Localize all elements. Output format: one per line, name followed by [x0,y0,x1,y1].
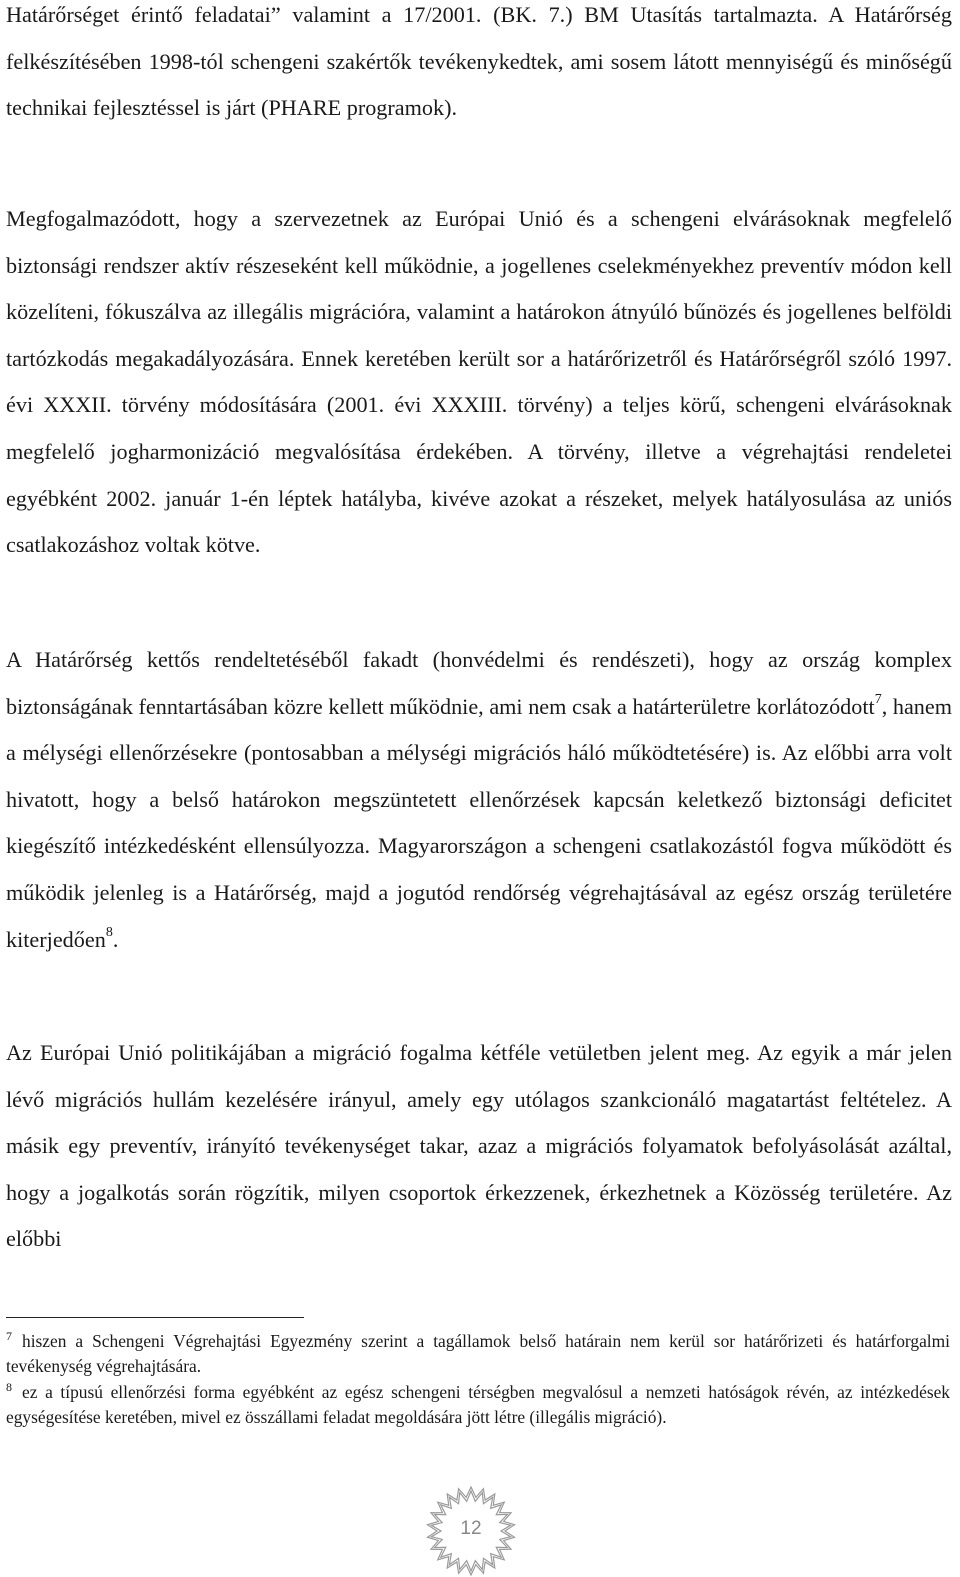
footnote-ref-8: 8 [105,925,113,941]
paragraph-2: Megfogalmazódott, hogy a szervezetnek az Európai Unió és a schengeni elvárásoknak megfelelő biztonsági rendszer aktív részeseként kell működnie, a jogellenes cselekményekhez preventív módon kell közelíteni, fókuszálva az illegális migrációra, valamint a határokon átnyúló bűnözés és jogellenes belföldi tartózkodás megakadályozására. Ennek keretében került sor a határőrizetről és Határőrségről szóló 1997. évi XXXII. törvény módosítására (2001. évi XXXIII. törvény) a teljes körű, schengeni elvárásoknak megfelelő jogharmonizáció megvalósítása érdekében. A törvény, illetve a végrehajtási rendeletei egyébként 2002. január 1-én léptek hatályba, kivéve azokat a részeket, melyek hatályosulása az uniós csatlakozáshoz voltak kötve. [6,206,952,558]
footnote-7 [6,1329,950,1380]
footnote-separator [6,1317,304,1318]
paragraph-4: Az Európai Unió politikájában a migráció fogalma kétféle vetületben jelent meg. Az egyik a már jelen lévő migrációs hullám kezelésére irányul, amely egy utólagos szankcionáló magatartást feltételez. A másik egy preventív, irányító tevékenységet takar, azaz a migrációs folyamatok befolyásolását azáltal, hogy a jogalkotás során rögzítik, milyen csoportok érkezzenek, érkezhetnek a Közösség területére. Az előbbi [6,1040,952,1252]
footnote-number: 7 [6,1329,12,1344]
footnote-number: 8 [6,1380,12,1395]
paragraph-1: Határőrséget érintő feladatai” valamint a 17/2001. (BK. 7.) BM Utasítás tartalmazta. A Határőrség felkészítésében 1998-tól schengeni szakértők tevékenykedtek, ami sosem látott mennyiségű és minőségű technikai fejlesztéssel is járt (PHARE programok). [6,2,952,121]
paragraph-3-text-b: , hanem a mélységi ellenőrzésekre (pontosabban a mélységi migrációs háló működtetésére) is. Az előbbi arra volt hivatott, hogy a belső határokon megszüntetett ellenőrzések kapcsán keletkező biztonsági deficitet kiegészítő intézkedésként ellensúlyozza. Magyarországon a schengeni csatlakozástól fogva működött és működik jelenleg is a Határőrség, majd a jogutód rendőrség végrehajtásával az egész ország területére kiterjedően [6,693,952,952]
paragraph-3-text-c: . [112,926,119,952]
footnote-8 [6,1380,950,1431]
page-number: 12 [460,1518,482,1539]
footnote-text: hiszen a Schengeni Végrehajtási Egyezmény szerint a tagállamok belső határain nem kerül sor határőrizeti és határforgalmi tevékenység végrehajtására. [6,1331,950,1377]
paragraph-3-text-a: A Határőrség kettős rendeltetéséből fakadt (honvédelmi és rendészeti), hogy az ország komplex biztonságának fenntartásában közre kellett működnie, ami nem csak a határterületre korlátozódott [6,647,952,719]
page-number-ornament [424,1486,518,1576]
footnote-text: ez a típusú ellenőrzési forma egyébként az egész schengeni térségben megvalósul a nemzeti hatóságok révén, az intézkedések egységesítése keretében, mivel ez összállami feladat megoldására jött létre (illegális migráció). [6,1381,950,1428]
paragraph-3 [6,637,952,963]
footnote-ref-7: 7 [874,692,882,708]
footnotes [6,1329,950,1431]
